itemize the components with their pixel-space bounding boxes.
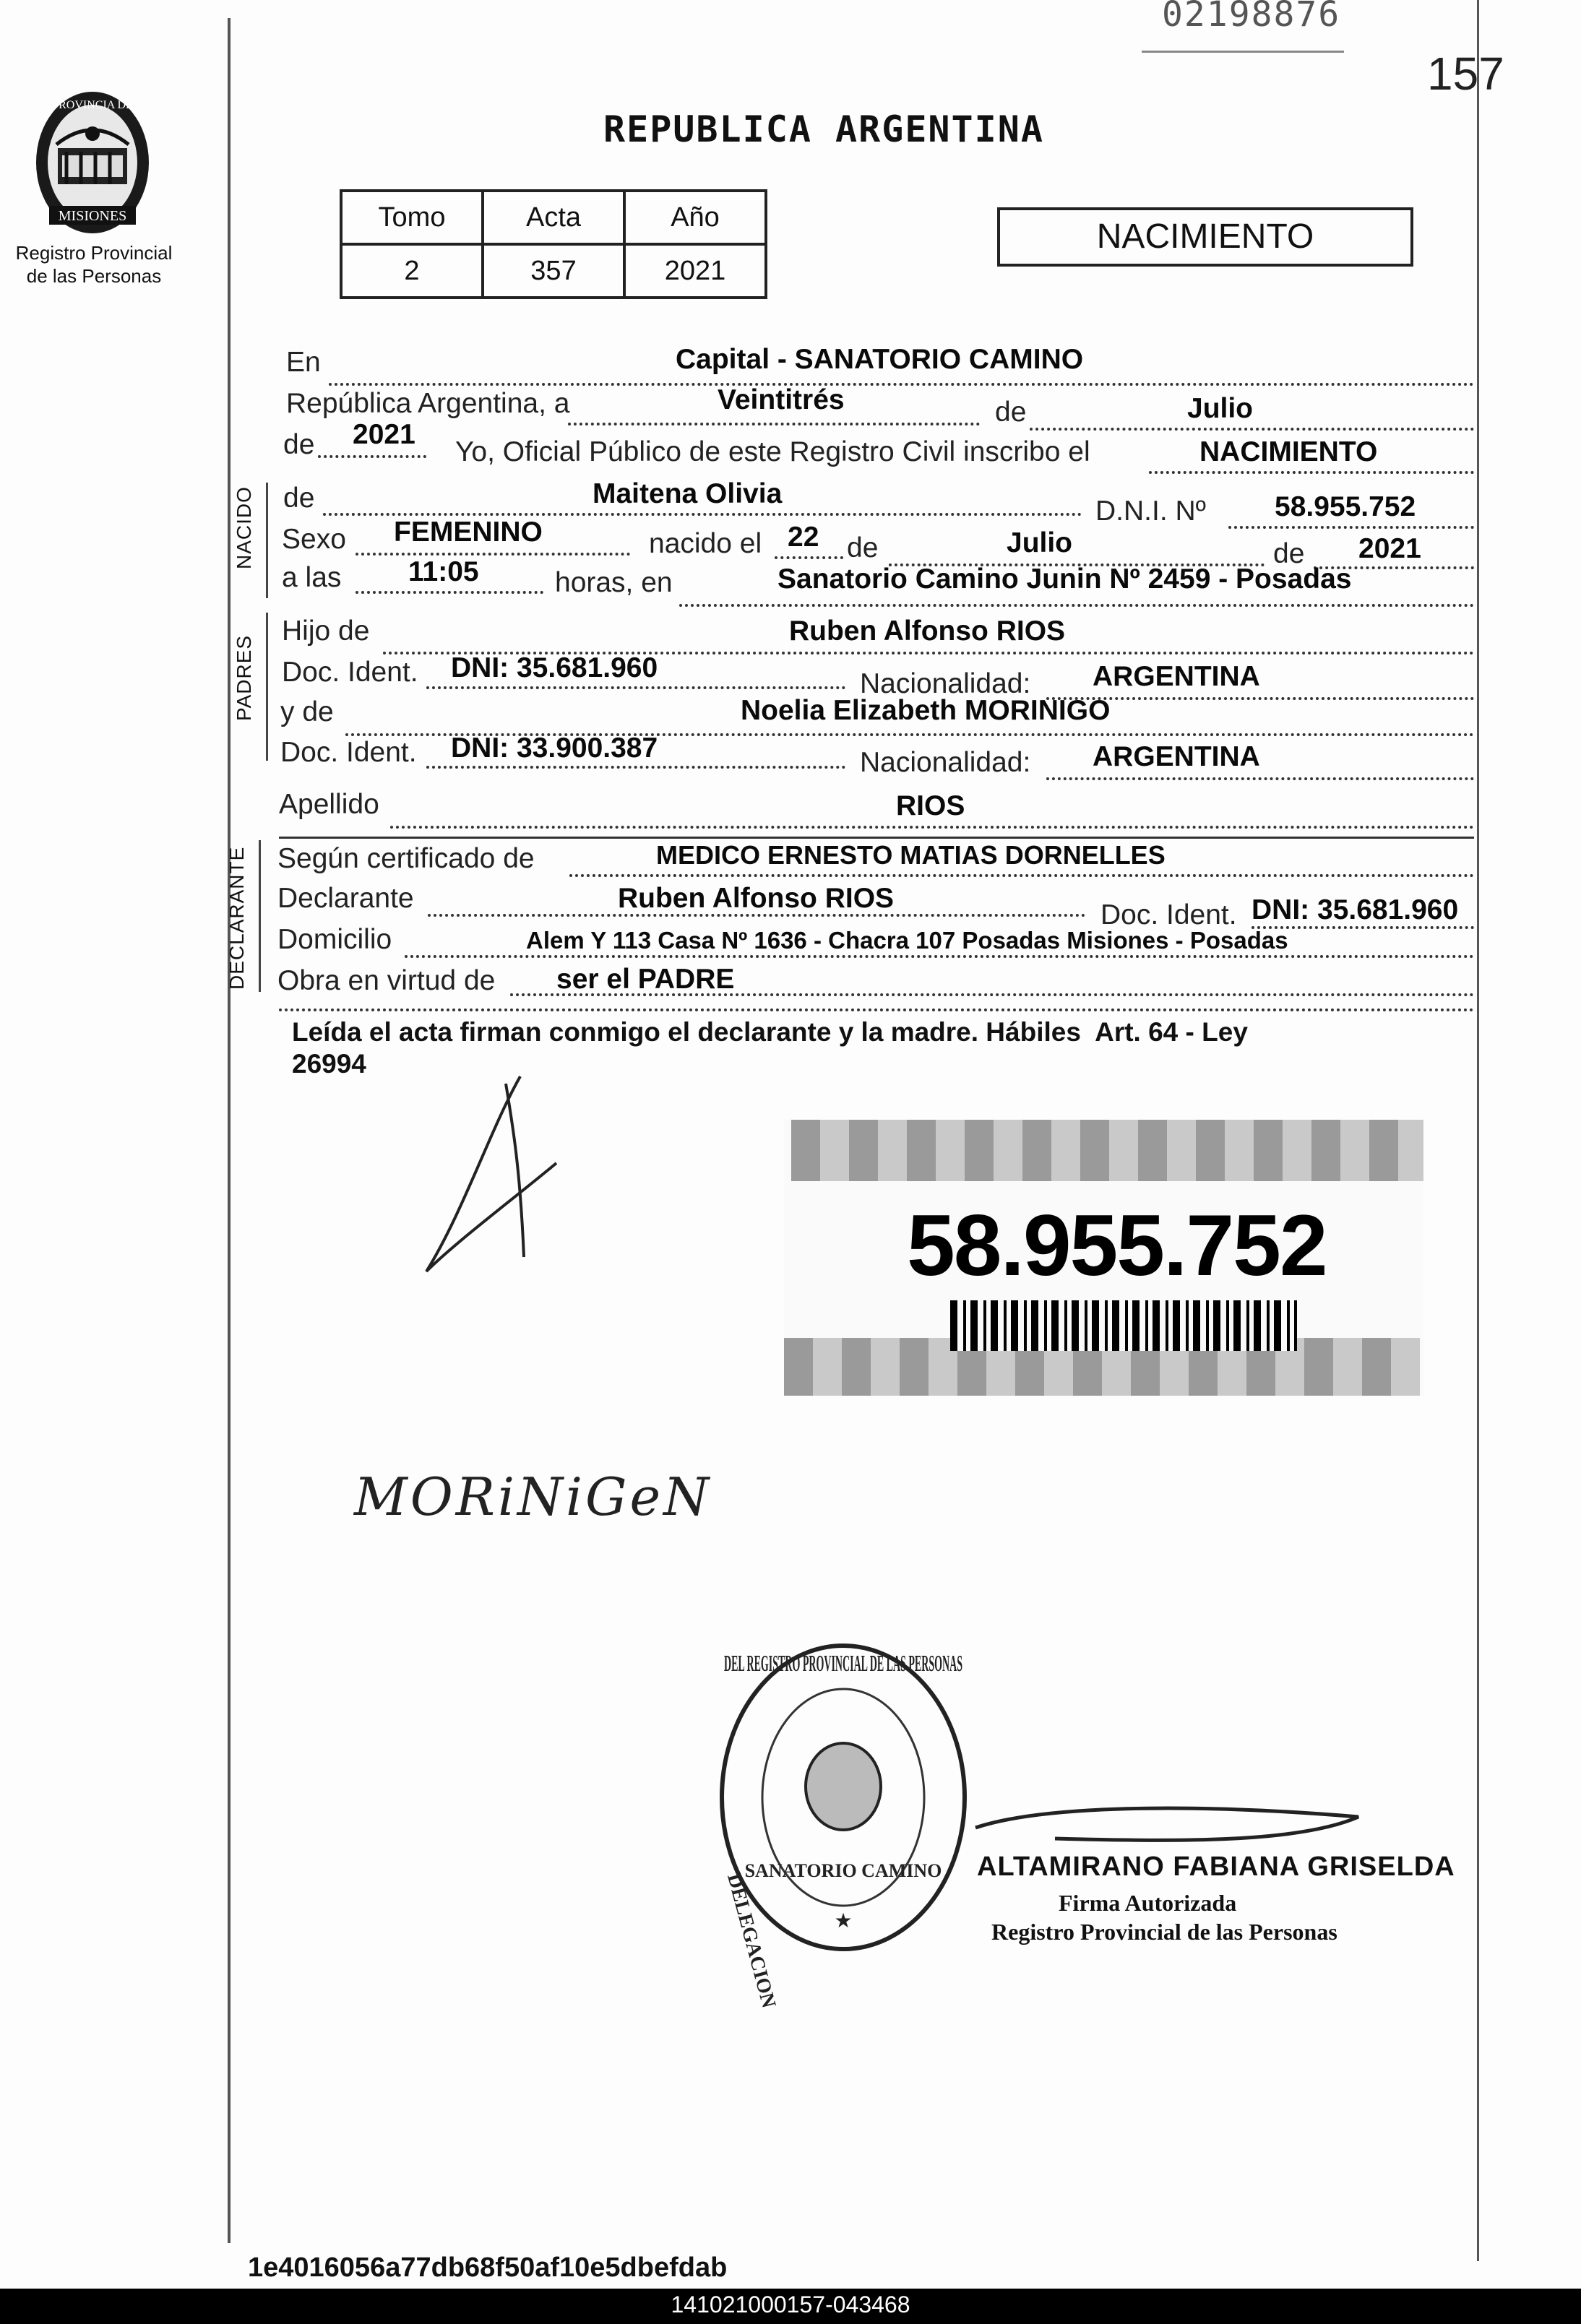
padre-nac: ARGENTINA [1093, 661, 1260, 692]
en-label: En [286, 347, 321, 378]
hora-value: 11:05 [408, 556, 479, 587]
anio-value: 2021 [624, 244, 766, 298]
apellido-dots [390, 826, 1474, 829]
lugar-dots [679, 604, 1474, 607]
right-margin-line [1477, 0, 1479, 2261]
horas-label: horas, en [555, 567, 673, 598]
anio-header: Año [624, 191, 766, 244]
padre-doc: DNI: 35.681.960 [451, 652, 658, 683]
padres-bracket [266, 613, 268, 761]
declarante-value: Ruben Alfonso RIOS [618, 883, 895, 914]
yde-label: y de [280, 696, 334, 727]
tomo-header: Tomo [341, 191, 483, 244]
certificado-dots [569, 874, 1474, 877]
anio-dots [318, 455, 426, 458]
dni-sticker [784, 1120, 1423, 1396]
domicilio-label: Domicilio [277, 924, 392, 955]
nacido-dia-dots [775, 556, 843, 559]
declarante-label: Declarante [277, 883, 414, 914]
en-value: Capital - SANATORIO CAMINO [676, 344, 1084, 375]
dni-dots [1228, 526, 1474, 529]
closing-dots [279, 1008, 1474, 1011]
madre-value: Noelia Elizabeth MORINIGO [741, 695, 1111, 726]
sticker-number: 58.955.752 [907, 1197, 1327, 1294]
acta-header: Acta [483, 191, 624, 244]
declarante-bracket [259, 840, 261, 992]
misiones-logo [20, 79, 165, 246]
madre-nac-dots [1046, 777, 1474, 780]
act-type: NACIMIENTO [1096, 217, 1314, 256]
certificado-label: Según certificado de [277, 843, 535, 874]
inscribo-dots [1149, 471, 1474, 474]
tomo-acta-table [340, 189, 767, 299]
en-dots [329, 383, 1474, 386]
madre-doc-label: Doc. Ident. [280, 737, 417, 768]
nacido-label: nacido el [649, 528, 762, 559]
hash-code: 1e4016056a77db68f50af10e5dbefdab [248, 2252, 728, 2283]
mes-dots [1030, 428, 1474, 431]
apellido-label: Apellido [279, 789, 379, 820]
svg-text:MISIONES: MISIONES [58, 208, 127, 224]
svg-text:DEL REGISTRO PROVINCIAL DE LAS: DEL REGISTRO PROVINCIAL DE LAS PERSONAS [724, 1650, 962, 1676]
apellido-value: RIOS [896, 790, 965, 821]
madre-doc: DNI: 33.900.387 [451, 733, 658, 764]
official-role: Firma Autorizada [1059, 1890, 1237, 1916]
dia-dots [568, 423, 980, 426]
nombre-label: de [283, 483, 315, 514]
padre-value: Ruben Alfonso RIOS [789, 615, 1066, 647]
sexo-label: Sexo [282, 524, 346, 555]
mes-value: Julio [1187, 393, 1254, 424]
country-title: REPUBLICA ARGENTINA [603, 108, 1044, 150]
republica-label: República Argentina, a [286, 388, 570, 419]
handwritten-note: MORiNiGeN [354, 1466, 712, 1527]
nacido-anio: 2021 [1358, 533, 1421, 564]
apellido-separator [279, 837, 1474, 839]
inscribo-text: Yo, Oficial Público de este Registro Civil inscribo el [455, 436, 1090, 467]
sexo-dots [356, 553, 630, 556]
acta-value: 357 [483, 244, 624, 298]
obra-label: Obra en virtud de [277, 965, 496, 996]
domicilio-dots [405, 955, 1474, 958]
nombre-value: Maitena Olivia [593, 478, 783, 509]
page-number: 157 [1427, 48, 1504, 100]
logo-caption-2: de las Personas [26, 265, 162, 287]
certificado-value: MEDICO ERNESTO MATIAS DORNELLES [656, 840, 1166, 870]
declarante-doc-label: Doc. Ident. [1100, 899, 1237, 930]
anio-field: 2021 [353, 419, 415, 450]
side-label-declarante: DECLARANTE [225, 846, 248, 990]
inscribo-value: NACIMIENTO [1199, 436, 1378, 467]
official-office: Registro Provincial de las Personas [991, 1919, 1337, 1945]
closing-line-1: Leída el acta firman conmigo el declarante y la madre. Hábiles Art. 64 - Ley [292, 1017, 1248, 1047]
svg-text:PROVINCIA DE: PROVINCIA DE [52, 99, 133, 111]
side-label-padres: PADRES [233, 634, 255, 721]
padre-nac-dots [1046, 697, 1474, 700]
side-label-nacido: NACIDO [233, 486, 255, 569]
nacido-bracket [266, 483, 268, 598]
nacido-de-label: de [847, 532, 879, 563]
hora-dots [356, 591, 543, 594]
barcode [950, 1300, 1297, 1351]
anio-prefix: de [283, 429, 315, 460]
hijo-label: Hijo de [282, 615, 370, 647]
serial-number: 02198876 [1162, 0, 1341, 35]
dia-value: Veintitrés [718, 384, 845, 415]
madre-nac: ARGENTINA [1093, 741, 1260, 772]
official-name: ALTAMIRANO FABIANA GRISELDA [977, 1852, 1455, 1882]
sexo-value: FEMENINO [394, 517, 543, 548]
padre-doc-label: Doc. Ident. [282, 657, 418, 688]
declarant-signature [405, 1069, 578, 1286]
domicilio-value: Alem Y 113 Casa Nº 1636 - Chacra 107 Posadas Misiones - Posadas [526, 927, 1288, 954]
nacido-mes: Julio [1007, 527, 1073, 558]
de-label: de [995, 397, 1027, 428]
stamp-delegacion: DELEGACION [723, 1871, 780, 2010]
nombre-dots [323, 513, 1082, 516]
hora-label: a las [282, 562, 342, 593]
nacido-dia: 22 [788, 522, 819, 553]
dni-value: 58.955.752 [1275, 491, 1416, 522]
sticker-band-top [791, 1120, 1423, 1181]
madre-doc-dots [426, 766, 845, 769]
footer-code: 141021000157-043468 [671, 2291, 910, 2317]
left-margin-line [228, 18, 231, 2243]
official-signature [968, 1799, 1373, 1849]
padre-doc-dots [426, 686, 845, 689]
closing-line-2: 26994 [292, 1049, 366, 1079]
serial-underline [1142, 51, 1344, 53]
nacido-de2-label: de [1273, 538, 1305, 569]
svg-text:SANATORIO CAMINO: SANATORIO CAMINO [744, 1860, 942, 1881]
dni-label: D.N.I. Nº [1095, 496, 1206, 527]
lugar-value: Sanatorio Camino Junin Nº 2459 - Posadas [777, 563, 1352, 595]
padre-nac-label: Nacionalidad: [860, 668, 1031, 699]
svg-text:★: ★ [834, 1910, 853, 1932]
obra-value: ser el PADRE [556, 964, 735, 995]
declarante-doc: DNI: 35.681.960 [1252, 894, 1459, 925]
tomo-value: 2 [341, 244, 483, 298]
madre-nac-label: Nacionalidad: [860, 747, 1031, 778]
logo-caption-1: Registro Provincial [15, 242, 173, 264]
act-type-box [997, 207, 1413, 267]
